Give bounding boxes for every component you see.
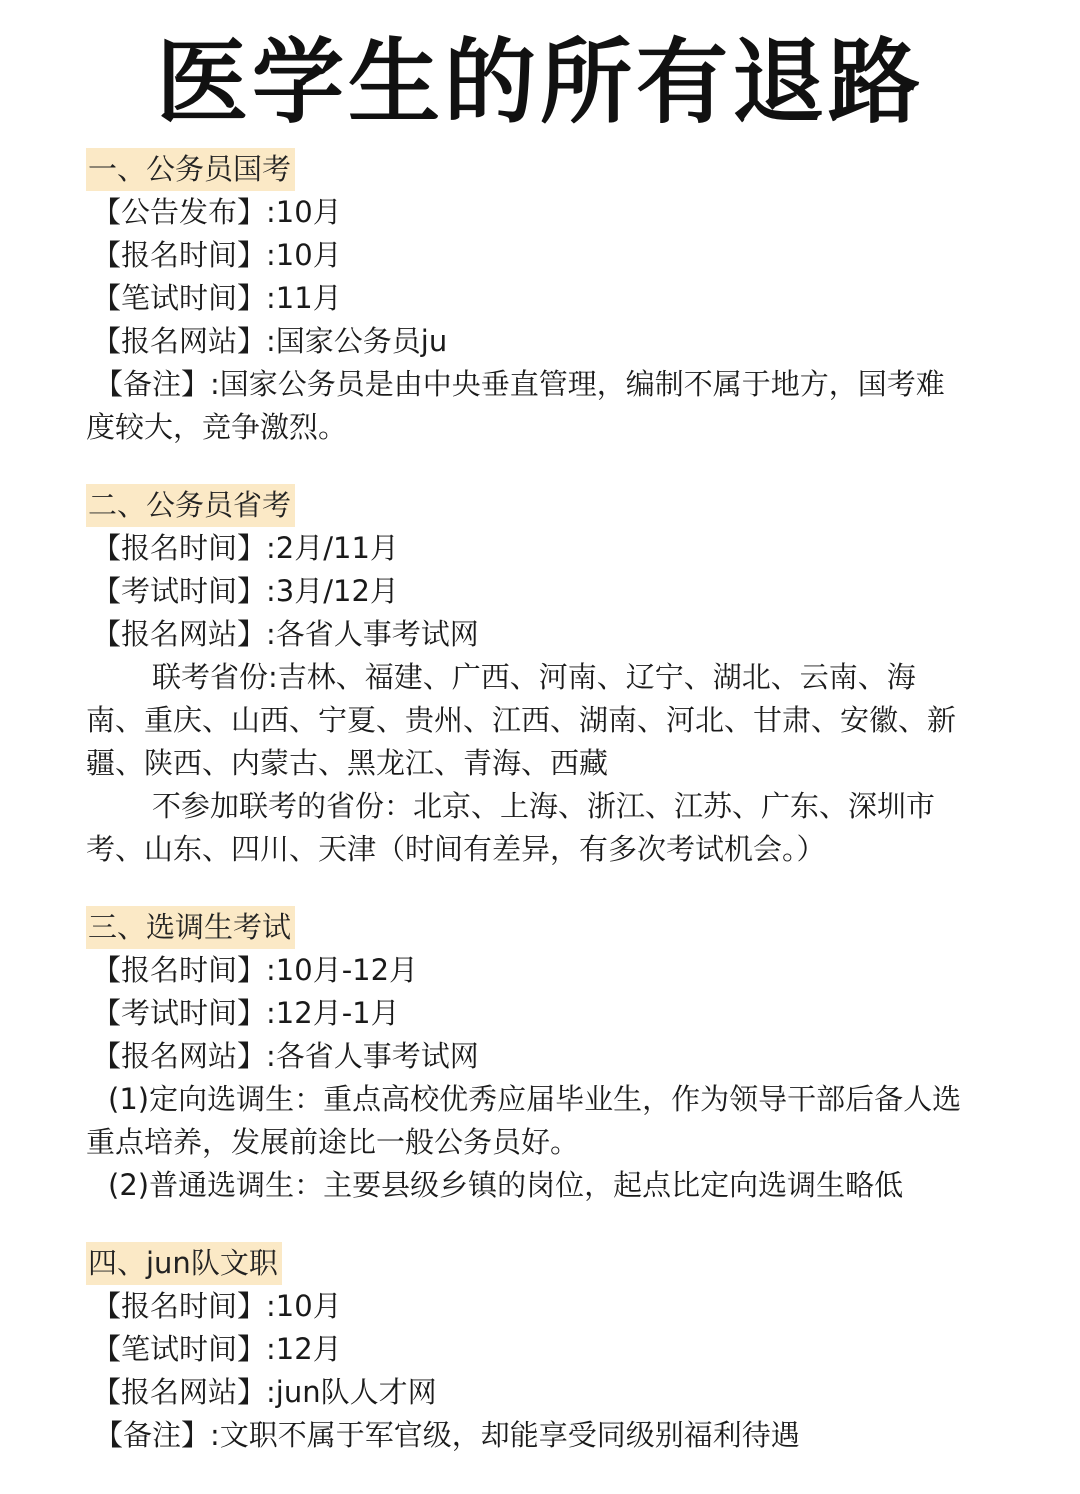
section-heading: 三、选调生考试 [86, 906, 295, 949]
general-selection-paragraph: (2)普通选调生：主要县级乡镇的岗位，起点比定向选调生略低 [108, 1168, 904, 1202]
section-heading: 一、公务员国考 [86, 148, 295, 191]
info-value: :12月 [266, 1332, 342, 1366]
section-heading: 四、jun队文职 [86, 1242, 282, 1285]
joint-exam-provinces: 联考省份:吉林、福建、广西、河南、辽宁、湖北、云南、海南、重庆、山西、宁夏、贵州、江西、湖南、河北、甘肃、安徽、新疆、陕西、内蒙古、黑龙江、青海、西藏 [86, 660, 957, 780]
section-provincial-exam [86, 484, 986, 871]
note-paragraph: 【备注】:文职不属于军官级，却能享受同级别福利待遇 [94, 1418, 800, 1452]
info-value: :10月 [266, 195, 342, 229]
info-label: 【报名网站】 [92, 1039, 267, 1073]
info-line [86, 613, 986, 656]
info-line [86, 1035, 986, 1078]
info-line [86, 191, 986, 234]
info-label: 【报名时间】 [92, 531, 267, 565]
info-line [86, 1328, 986, 1371]
info-label: 【公告发布】 [92, 195, 267, 229]
info-value: :10月 [266, 238, 342, 272]
info-line [86, 234, 986, 277]
section-military-civilian [86, 1242, 986, 1457]
info-line [86, 320, 986, 363]
info-value: :11月 [266, 281, 342, 315]
info-label: 【报名网站】 [92, 1375, 267, 1409]
info-value: :10月-12月 [266, 953, 419, 987]
info-line [86, 1371, 986, 1414]
page-title: 医学生的所有退路 [155, 29, 924, 136]
section-heading: 二、公务员省考 [86, 484, 295, 527]
info-label: 【笔试时间】 [92, 281, 267, 315]
info-label: 【考试时间】 [92, 996, 267, 1030]
directed-selection-paragraph: (1)定向选调生：重点高校优秀应届毕业生，作为领导干部后备人选重点培养，发展前途比一般公务员好。 [86, 1082, 962, 1159]
info-label: 【考试时间】 [92, 574, 267, 608]
info-label: 【报名时间】 [92, 238, 267, 272]
info-line [86, 992, 986, 1035]
info-value: :3月/12月 [266, 574, 399, 608]
section-selected-graduates [86, 906, 986, 1207]
info-value: :10月 [266, 1289, 342, 1323]
info-label: 【报名网站】 [92, 324, 267, 358]
info-line [86, 277, 986, 320]
section-national-exam [86, 148, 986, 449]
info-value: :国家公务员ju [266, 324, 448, 358]
info-line [86, 1285, 986, 1328]
info-value: :各省人事考试网 [266, 1039, 479, 1073]
info-line [86, 527, 986, 570]
info-value: :各省人事考试网 [266, 617, 479, 651]
info-label: 【报名时间】 [92, 1289, 267, 1323]
info-value: :2月/11月 [266, 531, 399, 565]
info-label: 【笔试时间】 [92, 1332, 267, 1366]
info-value: :jun队人才网 [266, 1375, 437, 1409]
info-label: 【报名时间】 [92, 953, 267, 987]
info-line [86, 949, 986, 992]
note-paragraph: 【备注】:国家公务员是由中央垂直管理，编制不属于地方，国考难度较大，竞争激烈。 [86, 367, 945, 444]
non-joint-exam-provinces: 不参加联考的省份：北京、上海、浙江、江苏、广东、深圳市考、山东、四川、天津（时间有差异，有多次考试机会。） [86, 789, 936, 866]
info-value: :12月-1月 [266, 996, 400, 1030]
info-label: 【报名网站】 [92, 617, 267, 651]
info-line [86, 570, 986, 613]
